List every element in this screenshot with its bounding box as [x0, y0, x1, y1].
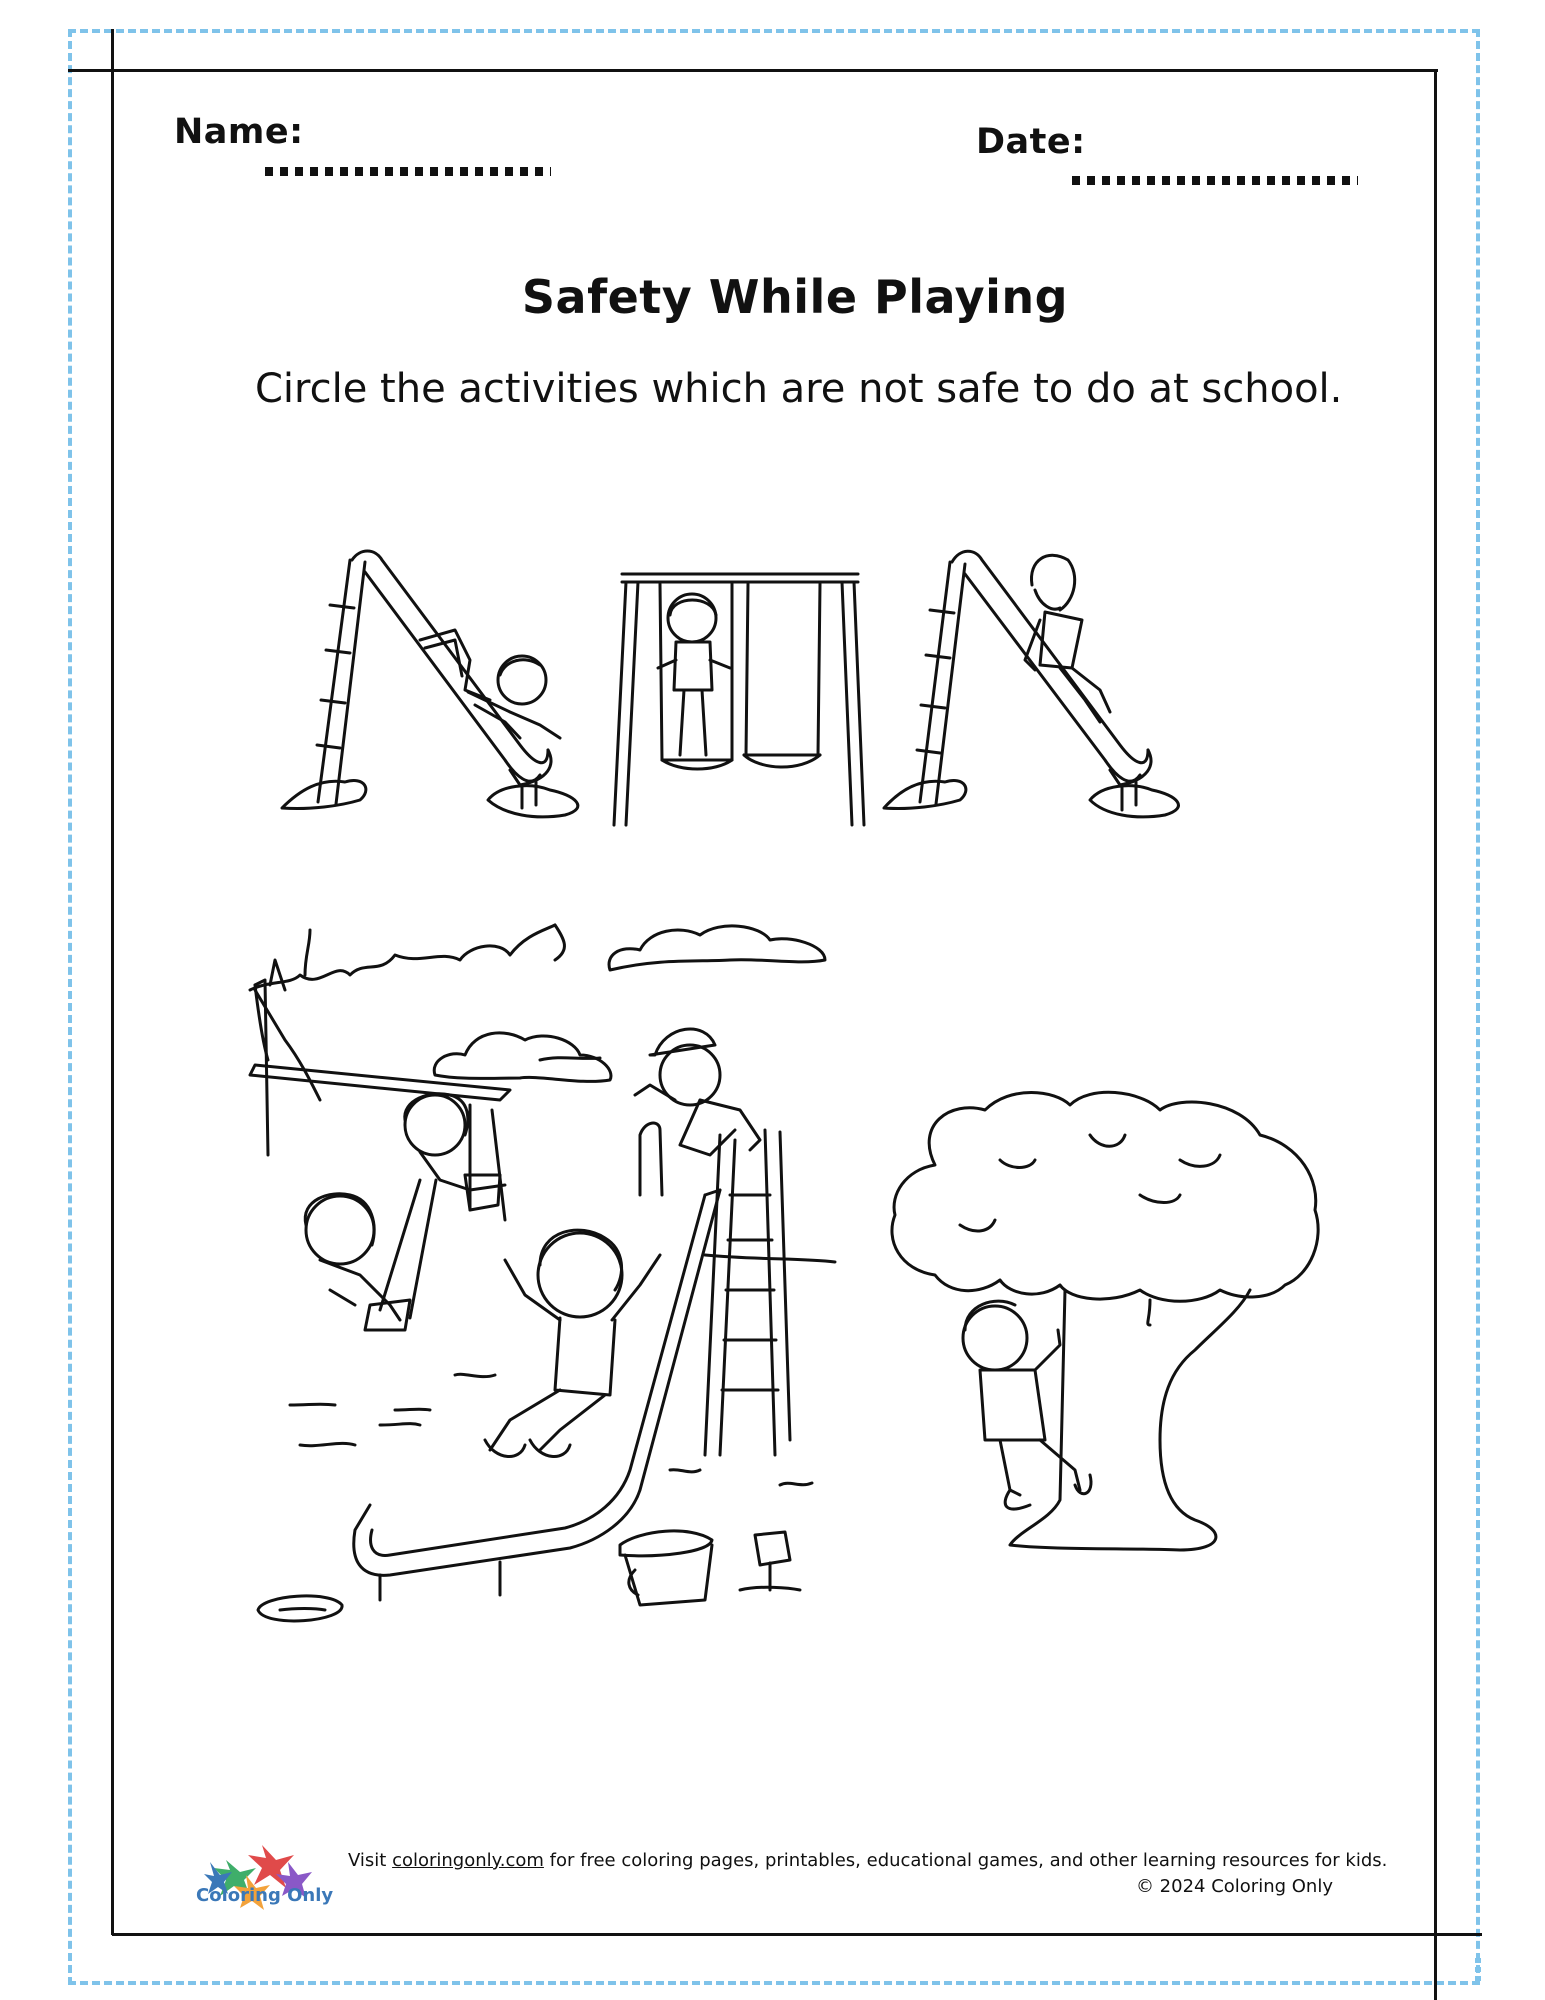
illustration-playground-scene[interactable]	[250, 925, 835, 1621]
illustration-standing-on-swing[interactable]	[614, 574, 864, 825]
logo-text: Coloring Only	[196, 1885, 334, 1906]
illustration-climbing-tree[interactable]	[892, 1092, 1318, 1550]
footer-visit-prefix: Visit	[348, 1850, 393, 1871]
footer-visit-suffix: for free coloring pages, printables, educational games, and other learning resources for kids.	[543, 1850, 1388, 1871]
footer-visit-text	[348, 1850, 1387, 1871]
illustration-climbing-up-slide[interactable]	[884, 551, 1178, 817]
illustration-slide-headfirst[interactable]	[282, 551, 578, 817]
worksheet-instruction: Circle the activities which are not safe to do at school.	[255, 366, 1343, 412]
footer-site-link[interactable]: coloringonly.com	[392, 1850, 544, 1871]
footer-copyright: © 2024 Coloring Only	[1135, 1876, 1333, 1897]
worksheet-title: Safety While Playing	[521, 270, 1069, 324]
date-label: Date:	[976, 122, 1086, 162]
name-label: Name:	[174, 112, 304, 152]
